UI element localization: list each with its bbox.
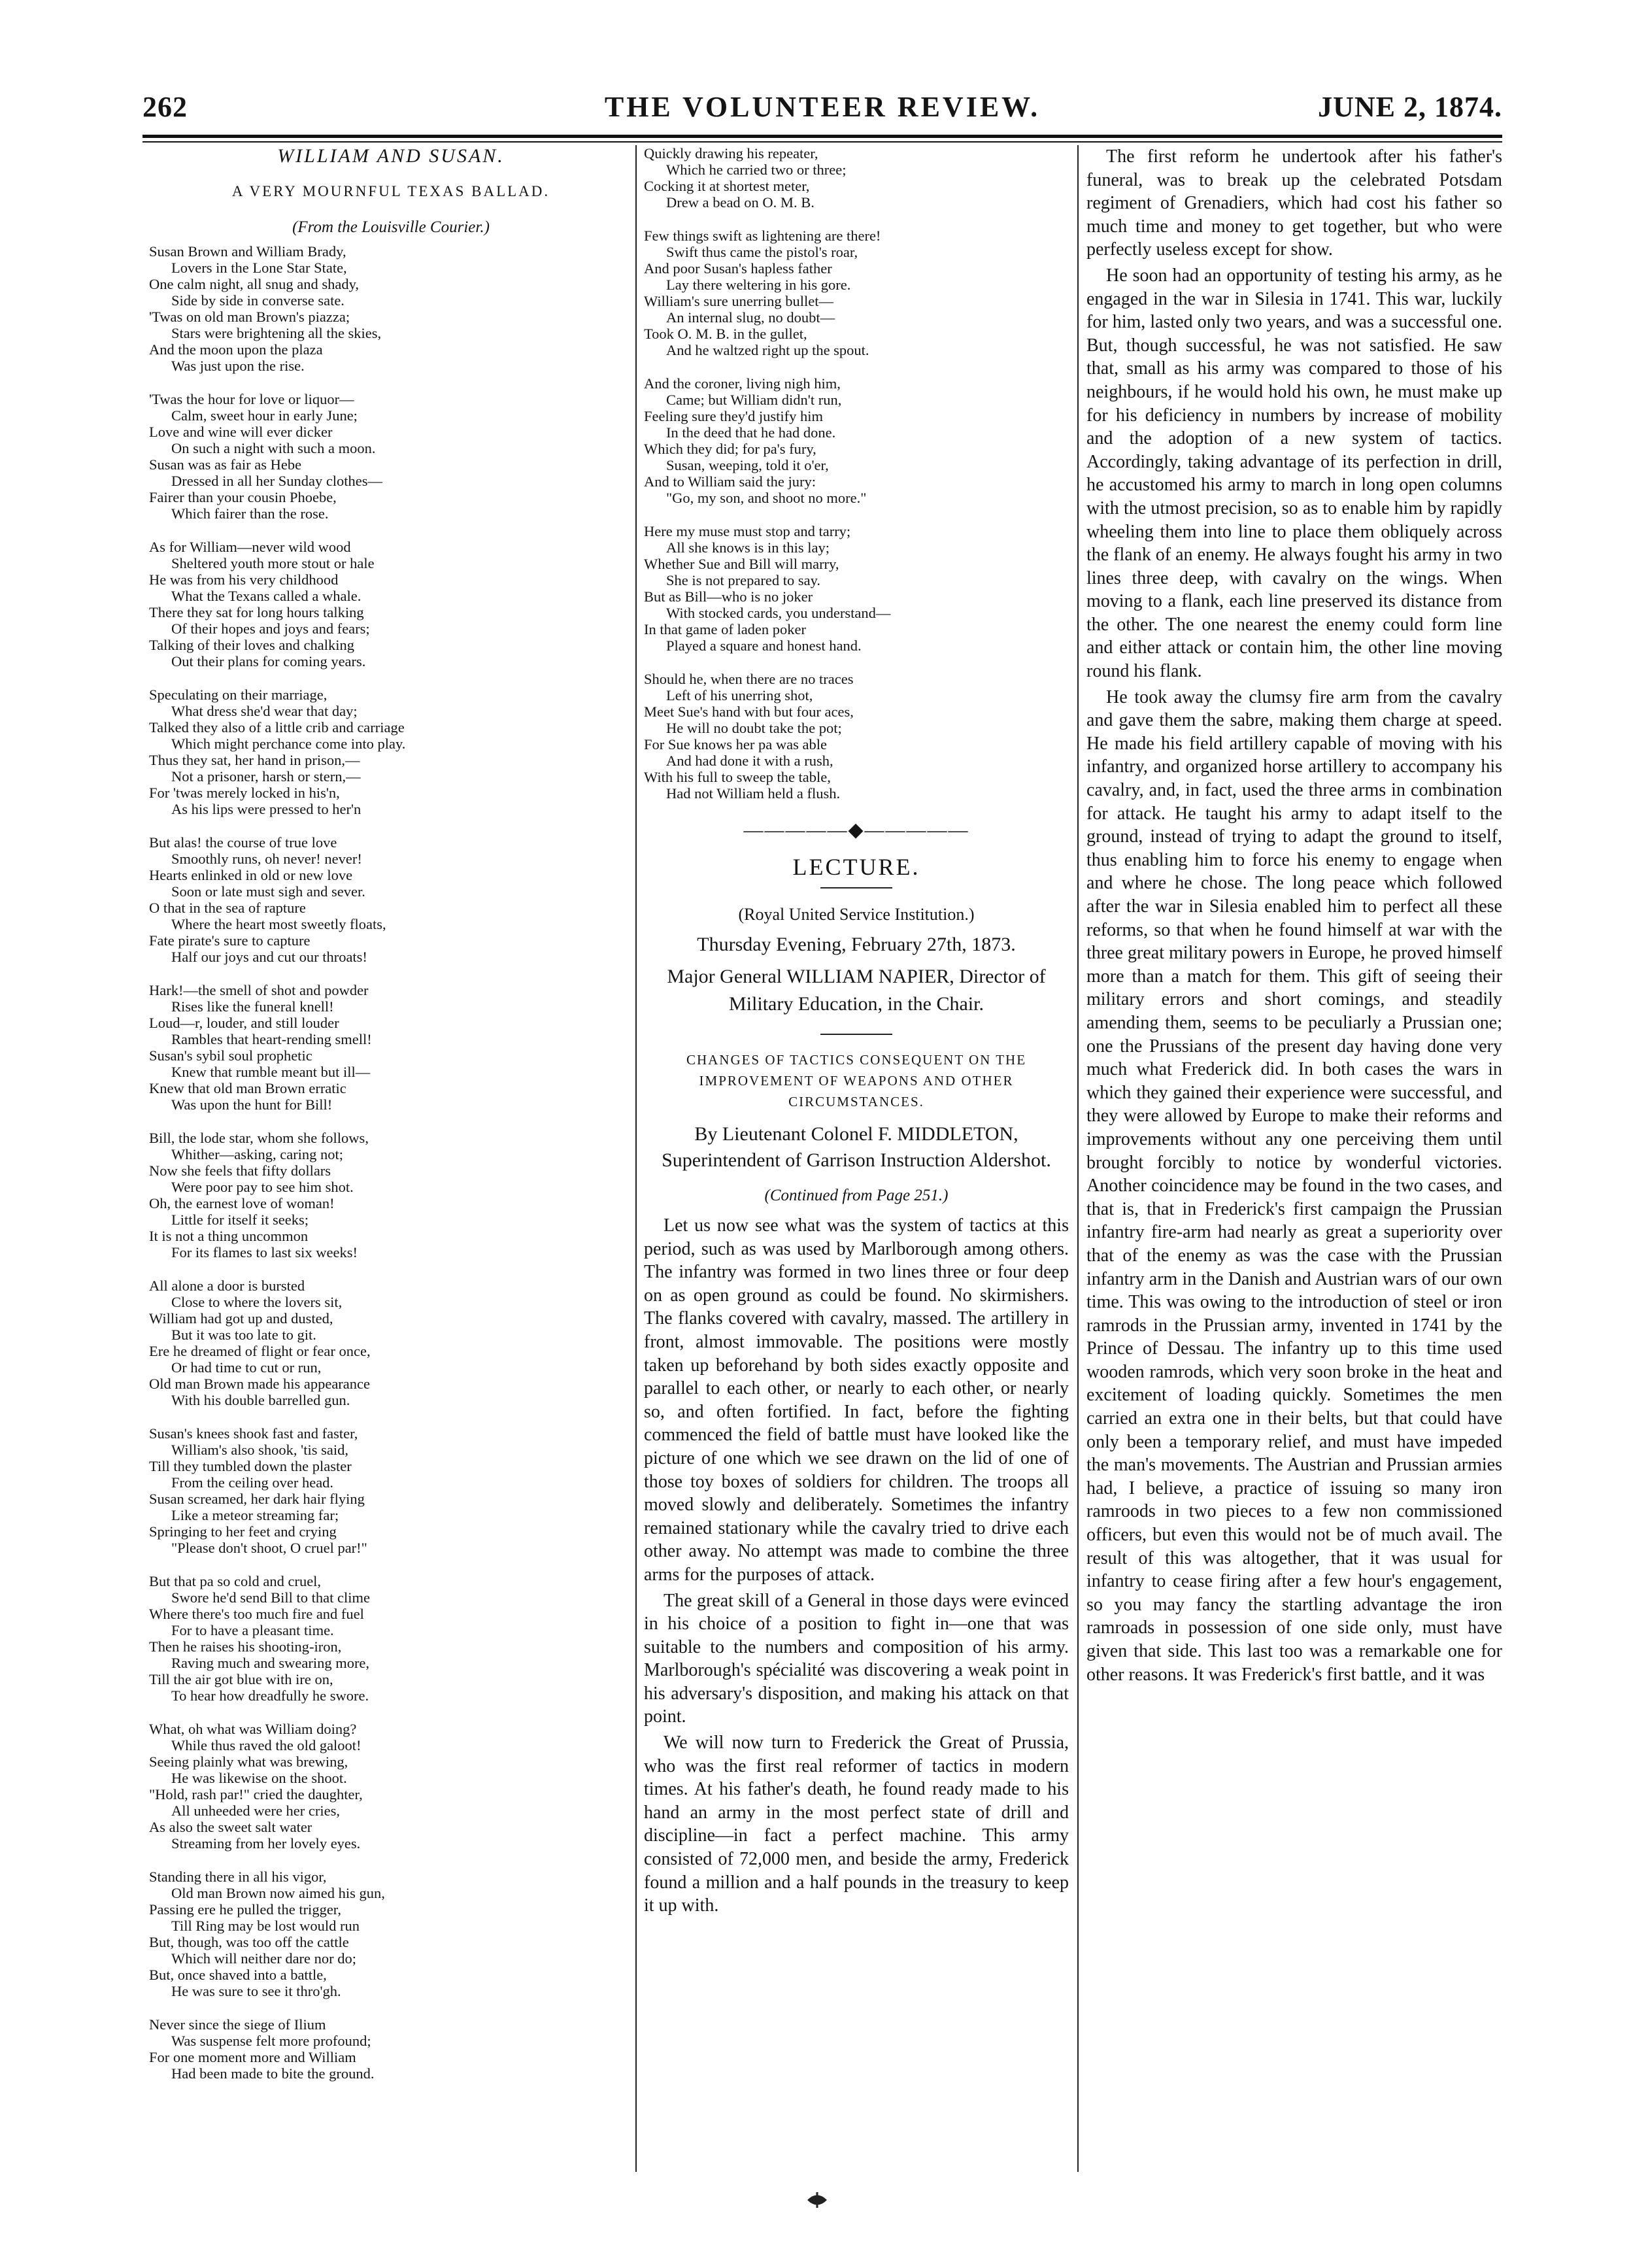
- publication-title: THE VOLUNTEER REVIEW.: [604, 91, 1041, 123]
- poem-line: Which fairer than the rose.: [171, 505, 329, 522]
- column-3: [1086, 145, 1502, 2171]
- lecture-paragraph: Let us now see what was the system of tactics at this period, such as was used by Marlborough among others. The infantry was formed in two lines three or four deep on as open ground as could be found. No skirmishers. The flanks covered with cavalry, massed. The artillery in front, almost immovable. The positions were mostly taken up beforehand by both sides exactly opposite and parallel to each other, or nearly to each other, or nearly so, and often fortified. In fact, before the fighting commenced the field of battle must have looked like the picture of one which we see drawn on the lid of one of those toy boxes of soldiers for children. The troops all moved slowly and deliberately. Sometimes the infantry remained stationary while the cavalry tried to drive each other away. No attempt was made to combine the three arms for the purposes of attack.: [644, 1215, 1069, 1585]
- poem-line: Susan's knees shook fast and faster,: [149, 1425, 358, 1442]
- poem-line: Soon or late must sigh and sever.: [171, 883, 365, 900]
- page-header: [143, 85, 1502, 131]
- poem-stanza: [149, 243, 633, 374]
- poem-stanza: [149, 686, 633, 817]
- poem-line: Here my muse must stop and tarry;: [644, 523, 851, 539]
- poem-line: She is not prepared to say.: [666, 572, 820, 588]
- poem-line: While thus raved the old galoot!: [171, 1737, 362, 1753]
- poem-line: With stocked cards, you understand—: [666, 605, 891, 621]
- poem-line: He was sure to see it thro'gh.: [171, 1983, 341, 1999]
- poem-line: "Go, my son, and shoot no more.": [666, 490, 867, 506]
- issue-date: JUNE 2, 1874.: [1318, 91, 1502, 123]
- poem-line: Which might perchance come into play.: [171, 736, 406, 752]
- poem-line: Whether Sue and Bill will marry,: [644, 556, 839, 572]
- poem-line: Drew a bead on O. M. B.: [666, 194, 815, 211]
- poem-line: Which will neither dare nor do;: [171, 1950, 357, 1967]
- column-divider-2: [1077, 145, 1079, 2172]
- poem-stanza: [149, 834, 633, 965]
- poem-line: All alone a door is bursted: [149, 1278, 305, 1294]
- poem-stanza: [149, 1721, 633, 1852]
- poem-line: He was likewise on the shoot.: [171, 1770, 347, 1786]
- poem-line: Raving much and swearing more,: [171, 1655, 370, 1671]
- poem-line: Knew that rumble meant but ill—: [171, 1064, 371, 1080]
- lecture-heading: LECTURE.: [792, 854, 920, 880]
- poem-line: William's sure unerring bullet—: [644, 293, 833, 309]
- poem-line: Had not William held a flush.: [666, 785, 841, 802]
- section-ornament: —————◆—————: [743, 819, 969, 841]
- poem-line: Whither—asking, caring not;: [171, 1146, 344, 1162]
- poem-title: WILLIAM AND SUSAN.: [277, 145, 505, 167]
- poem-line: Rambles that heart-rending smell!: [171, 1031, 372, 1047]
- poem-line: In the deed that he had done.: [666, 424, 836, 441]
- poem-stanza: [149, 1278, 633, 1408]
- poem-line: Susan's sybil soul prophetic: [149, 1047, 312, 1064]
- printer-mark-icon: [804, 2187, 830, 2213]
- lecture-paragraph: He took away the clumsy fire arm from the cavalry and gave them the sabre, making them charge at speed. He made his field artillery capable of moving with his infantry, and organized horse artillery to accompany his cavalry, and, in fact, used the three arms in combination for attack. He taught his army to adapt itself to the ground, instead of trying to adapt the ground to itself, thus enabling him to force his enemy to engage when and where he chose. The long peace which followed after the war in Silesia enabled him to perfect all these reforms, so that when he found himself at war with the three great military powers in Europe, he proved himself more than a match for them. This gift of seeing their military errors and short comings, and steadily amending them, seems to be peculiarly a Prussian one; one the Prussians of the present day having done very much what Frederick did. In both cases the wars in which they gained their experience were successful, and they were allowed by Europe to make their reforms and improvements without any one perceiving them until brought forcibly to notice by wonderful victories. Another coincidence may be found in the two cases, and that is, that in Frederick's first campaign the Prussian infantry fire-arm had nearly as great a superiority over that of the enemy as was the case with the Prussian infantry arm in the Danish and Austrian wars of our own time. This was owing to the introduction of steel or iron ramrods in the Prussian army, invented in 1741 by the Prince of Dessau. The infantry up to this time used wooden ramrods, which very soon broke in the heat and excitement of loading quickly. Sometimes the men carried an extra one in their belts, but that could have only been a temporary relief, and must have impeded the man's movements. The Austrian and Prussian armies had, I believe, a practice of issuing so many iron ramroods in two pieces to a few non commissioned officers, but even this would not be of much avail. The result of this was altogether, that it was usual for infantry to cease firing after a few hour's engagement, so you may fancy the startling advantage the iron ramroads in possession of one side only, must have given that side. This last too was a remarkable one for other reasons. It was Frederick's first battle, and it was: [1086, 686, 1502, 1685]
- poem-line: On such a night with such a moon.: [171, 440, 376, 456]
- poem-line: As for William—never wild wood: [149, 539, 351, 555]
- poem-stanza: [644, 523, 1069, 654]
- poem-line: For one moment more and William: [149, 2049, 356, 2065]
- poem-stanza: [149, 1573, 633, 1704]
- poem-line: Streaming from her lovely eyes.: [171, 1835, 361, 1852]
- poem-line: And the coroner, living nigh him,: [644, 375, 841, 392]
- poem-line: For its flames to last six weeks!: [171, 1244, 358, 1261]
- poem-line: All she knows is in this lay;: [666, 539, 830, 556]
- column-divider-1: [635, 145, 637, 2172]
- poem-line: Springing to her feet and crying: [149, 1523, 337, 1540]
- lecture-text-col3: [1086, 145, 1502, 1686]
- poem-line: Love and wine will ever dicker: [149, 424, 333, 440]
- poem-line: Till Ring may be lost would run: [171, 1918, 360, 1934]
- poem-line: Was upon the hunt for Bill!: [171, 1096, 333, 1113]
- poem-line: Speculating on their marriage,: [149, 686, 328, 703]
- lecture-rule-2: [820, 1034, 892, 1035]
- poem-line: Rises like the funeral knell!: [171, 998, 334, 1015]
- poem-line: And he waltzed right up the spout.: [666, 342, 869, 358]
- poem-source: (From the Louisville Courier.): [292, 218, 490, 236]
- poem-line: But, though, was too off the cattle: [149, 1934, 349, 1950]
- poem-line: As also the sweet salt water: [149, 1819, 312, 1835]
- poem-line: Talked they also of a little crib and carriage: [149, 719, 405, 736]
- poem-line: Side by side in converse sate.: [171, 292, 345, 309]
- lecture-rule: [820, 887, 892, 889]
- poem-line: Few things swift as lightening are there!: [644, 228, 881, 244]
- poem-line: Susan screamed, her dark hair flying: [149, 1491, 365, 1507]
- poem-line: Ere he dreamed of flight or fear once,: [149, 1343, 371, 1359]
- lecture-institution: (Royal United Service Institution.): [738, 905, 975, 924]
- poem-line: But, once shaved into a battle,: [149, 1967, 327, 1983]
- poem-line: Thus they sat, her hand in prison,—: [149, 752, 360, 768]
- lecture-chair: Major General WILLIAM NAPIER, Director of Military Education, in the Chair.: [667, 966, 1046, 1015]
- header-rule-thin: [143, 141, 1502, 143]
- poem-line: With his full to sweep the table,: [644, 769, 831, 785]
- poem-line: Sheltered youth more stout or hale: [171, 555, 375, 571]
- poem-line: "Please don't shoot, O cruel par!": [171, 1540, 367, 1556]
- poem-stanza: [149, 2016, 633, 2082]
- poem-line: Loud—r, louder, and still louder: [149, 1015, 339, 1031]
- poem-stanzas-col2: [644, 145, 1069, 802]
- poem-line: Played a square and honest hand.: [666, 637, 862, 654]
- poem-line: All unheeded were her cries,: [171, 1803, 341, 1819]
- poem-line: Old man Brown now aimed his gun,: [171, 1885, 385, 1901]
- poem-line: Standing there in all his vigor,: [149, 1869, 327, 1885]
- poem-line: Never since the siege of Ilium: [149, 2016, 326, 2033]
- poem-line: Was suspense felt more profound;: [171, 2033, 371, 2049]
- lecture-paragraph: The first reform he undertook after his father's funeral, was to break up the celebrated Potsdam regiment of Grenadiers, which had cost his father so much time and money to get together, but who were perfectly useless except for show.: [1086, 146, 1502, 260]
- poem-line: Bill, the lode star, whom she follows,: [149, 1130, 369, 1146]
- poem-line: Hearts enlinked in old or new love: [149, 867, 353, 883]
- lecture-date: Thursday Evening, February 27th, 1873.: [697, 934, 1016, 955]
- column-1: [149, 145, 633, 2171]
- poem-line: Which he carried two or three;: [666, 161, 847, 178]
- poem-stanza: [644, 375, 1069, 506]
- poem-line: Lay there weltering in his gore.: [666, 277, 851, 293]
- column-2: [644, 145, 1069, 2171]
- poem-line: Or had time to cut or run,: [171, 1359, 322, 1376]
- poem-line: Of their hopes and joys and fears;: [171, 620, 370, 637]
- poem-line: 'Twas on old man Brown's piazza;: [149, 309, 350, 325]
- poem-line: And poor Susan's hapless father: [644, 260, 832, 277]
- poem-line: Fairer than your cousin Phoebe,: [149, 489, 337, 505]
- poem-line: Meet Sue's hand with but four aces,: [644, 703, 854, 720]
- poem-stanza: [149, 539, 633, 669]
- poem-line: To hear how dreadfully he swore.: [171, 1687, 369, 1704]
- poem-line: "Hold, rash par!" cried the daughter,: [149, 1786, 363, 1803]
- poem-line: What, oh what was William doing?: [149, 1721, 357, 1737]
- poem-stanza: [644, 671, 1069, 802]
- poem-stanza: [644, 228, 1069, 358]
- poem-line: Oh, the earnest love of woman!: [149, 1195, 335, 1211]
- poem-line: What the Texans called a whale.: [171, 588, 362, 604]
- poem-line: Calm, sweet hour in early June;: [171, 407, 358, 424]
- poem-line: Then he raises his shooting-iron,: [149, 1638, 342, 1655]
- poem-line: Which they did; for pa's fury,: [644, 441, 816, 457]
- poem-line: Where there's too much fire and fuel: [149, 1606, 364, 1622]
- poem-line: Like a meteor streaming far;: [171, 1507, 339, 1523]
- poem-line: For 'twas merely locked in his'n,: [149, 785, 340, 801]
- poem-line: Were poor pay to see him shot.: [171, 1179, 354, 1195]
- poem-line: But that pa so cold and cruel,: [149, 1573, 322, 1589]
- poem-line: Smoothly runs, oh never! never!: [171, 851, 362, 867]
- poem-line: Susan, weeping, told it o'er,: [666, 457, 829, 473]
- poem-line: Knew that old man Brown erratic: [149, 1080, 346, 1096]
- poem-line: Now she feels that fifty dollars: [149, 1162, 331, 1179]
- poem-line: An internal slug, no doubt—: [666, 309, 835, 326]
- poem-subtitle: A VERY MOURNFUL TEXAS BALLAD.: [231, 183, 550, 199]
- poem-line: Fate pirate's sure to capture: [149, 932, 311, 949]
- poem-stanza: [149, 1869, 633, 1999]
- poem-line: As his lips were pressed to her'n: [171, 801, 362, 817]
- lecture-author: By Lieutenant Colonel F. MIDDLETON, Superintendent of Garrison Instruction Aldershot.: [662, 1123, 1051, 1171]
- poem-line: Seeing plainly what was brewing,: [149, 1753, 348, 1770]
- poem-line: There they sat for long hours talking: [149, 604, 364, 620]
- poem-line: Left of his unerring shot,: [666, 687, 813, 703]
- poem-line: And had done it with a rush,: [666, 753, 833, 769]
- poem-line: William's also shook, 'tis said,: [171, 1442, 348, 1458]
- poem-line: Talking of their loves and chalking: [149, 637, 354, 653]
- poem-line: Swift thus came the pistol's roar,: [666, 244, 858, 260]
- poem-stanza: [149, 391, 633, 522]
- poem-line: But as Bill—who is no joker: [644, 588, 813, 605]
- poem-line: What dress she'd wear that day;: [171, 703, 358, 719]
- poem-line: Passing ere he pulled the trigger,: [149, 1901, 342, 1918]
- poem-line: Cocking it at shortest meter,: [644, 178, 810, 194]
- poem-line: Close to where the lovers sit,: [171, 1294, 343, 1310]
- poem-line: Came; but William didn't run,: [666, 392, 842, 408]
- page-number: 262: [143, 91, 188, 123]
- poem-line: Dressed in all her Sunday clothes—: [171, 473, 383, 489]
- poem-line: Where the heart most sweetly floats,: [171, 916, 386, 932]
- continued-note: (Continued from Page 251.): [764, 1187, 949, 1204]
- header-rule: [143, 135, 1502, 138]
- poem-line: Stars were brightening all the skies,: [171, 325, 382, 341]
- poem-line: Till they tumbled down the plaster: [149, 1458, 352, 1474]
- poem-line: He will no doubt take the pot;: [666, 720, 842, 736]
- poem-stanza: [149, 1130, 633, 1261]
- poem-line: And the moon upon the plaza: [149, 341, 323, 358]
- poem-line: From the ceiling over head.: [171, 1474, 334, 1491]
- poem-stanza: [149, 1425, 633, 1556]
- poem-line: Swore he'd send Bill to that clime: [171, 1589, 371, 1606]
- poem-stanza: [644, 145, 1069, 211]
- lecture-topic: CHANGES OF TACTICS CONSEQUENT ON THE IMPROVEMENT OF WEAPONS AND OTHER CIRCUMSTANCES.: [686, 1052, 1027, 1109]
- poem-line: He was from his very childhood: [149, 571, 339, 588]
- poem-line: Out their plans for coming years.: [171, 653, 366, 669]
- poem-stanza: [149, 982, 633, 1113]
- poem-line: And to William said the jury:: [644, 473, 816, 490]
- poem-line: Susan was as fair as Hebe: [149, 456, 302, 473]
- poem-line: With his double barrelled gun.: [171, 1392, 350, 1408]
- poem-line: Till the air got blue with ire on,: [149, 1671, 333, 1687]
- poem-line: In that game of laden poker: [644, 621, 807, 637]
- poem-line: Took O. M. B. in the gullet,: [644, 326, 807, 342]
- poem-line: Was just upon the rise.: [171, 358, 305, 374]
- poem-line: William had got up and dusted,: [149, 1310, 333, 1327]
- poem-line: Not a prisoner, harsh or stern,—: [171, 768, 361, 785]
- poem-line: But alas! the course of true love: [149, 834, 337, 851]
- poem-line: Half our joys and cut our throats!: [171, 949, 367, 965]
- poem-line: Should he, when there are no traces: [644, 671, 854, 687]
- poem-line: For to have a pleasant time.: [171, 1622, 334, 1638]
- poem-line: Feeling sure they'd justify him: [644, 408, 824, 424]
- poem-line: O that in the sea of rapture: [149, 900, 306, 916]
- poem-line: For Sue knows her pa was able: [644, 736, 827, 753]
- poem-line: It is not a thing uncommon: [149, 1228, 309, 1244]
- lecture-paragraph: We will now turn to Frederick the Great of Prussia, who was the first real reformer of tactics in modern times. At his father's death, he found ready made to his hand an army in the most perfect state of drill and discipline—in fact a perfect machine. This army consisted of 72,000 men, and beside the army, Frederick found a million and a half pounds in the treasury to keep it up with.: [644, 1733, 1069, 1916]
- poem-line: Lovers in the Lone Star State,: [171, 260, 347, 276]
- poem-stanzas-col1: [149, 243, 633, 2082]
- poem-line: One calm night, all snug and shady,: [149, 276, 359, 292]
- poem-line: But it was too late to git.: [171, 1327, 316, 1343]
- lecture-paragraph: He soon had an opportunity of testing his army, as he engaged in the war in Silesia in 1741. This war, luckily for him, lasted only two years, and was a successful one. But, though successful, he was not satisfied. He saw that, small as his army was compared to those of his neighbours, if he would hold his own, he must make up for his deficiency in numbers by increase of mobility and the adoption of a new system of tactics. Accordingly, taking advantage of its perfection in drill, he accustomed his army to march in long open columns with the utmost precision, so as to enable him by rapidly wheeling them into line to place them obliquely across the flank of an enemy. He always fought his army in two lines three deep, with cavalry on the wings. When moving to a flank, each line preserved its distance from the other. The one nearest the enemy could form line and either attack or contain him, the other line moving round his flank.: [1086, 265, 1502, 682]
- lecture-paragraph: The great skill of a General in those days were evinced in his choice of a position to fight in—one that was suitable to the numbers and composition of his army. Marlborough's spécialité was discovering a weak point in his adversary's disposition, and making his attack on that point.: [644, 1590, 1069, 1727]
- poem-line: Old man Brown made his appearance: [149, 1376, 371, 1392]
- poem-line: 'Twas the hour for love or liquor—: [149, 391, 354, 407]
- poem-line: Had been made to bite the ground.: [171, 2065, 375, 2082]
- lecture-text-col2: [644, 1214, 1069, 1918]
- poem-line: Susan Brown and William Brady,: [149, 243, 346, 260]
- poem-line: Hark!—the smell of shot and powder: [149, 982, 369, 998]
- poem-line: Little for itself it seeks;: [171, 1211, 309, 1228]
- poem-line: Quickly drawing his repeater,: [644, 145, 818, 161]
